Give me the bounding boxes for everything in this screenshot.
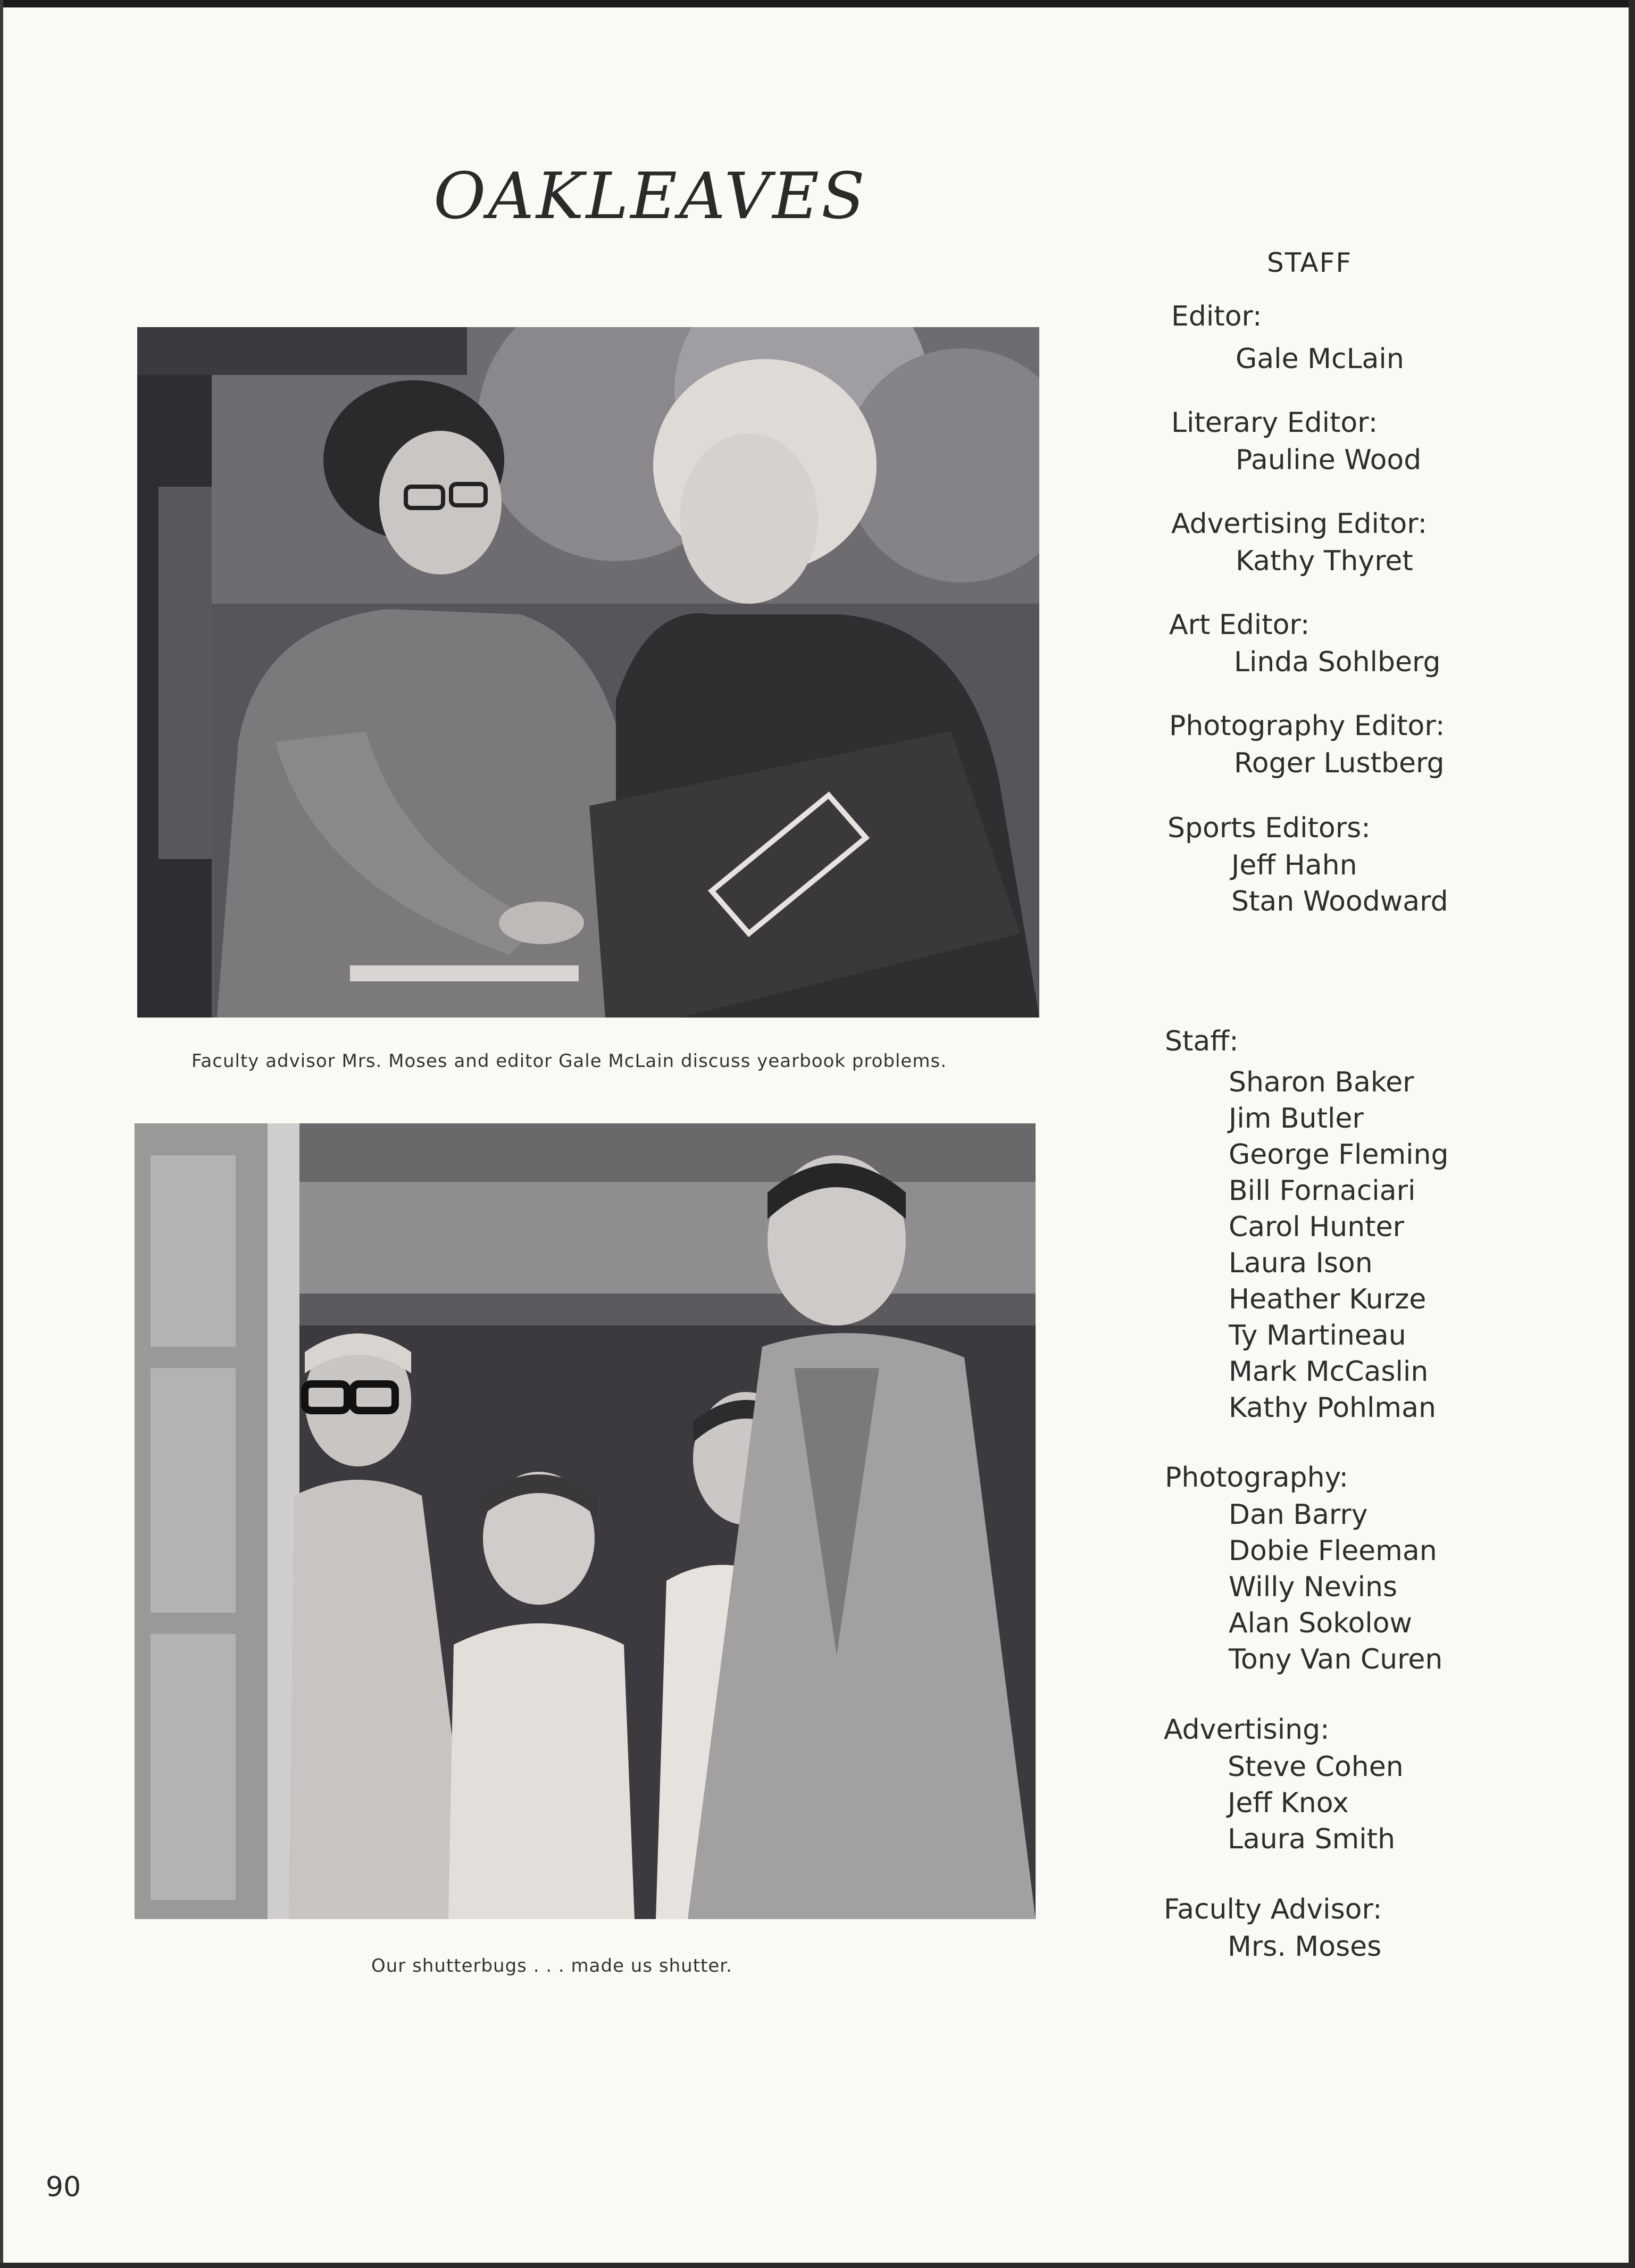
staff-name: Carol Hunter: [1229, 1211, 1404, 1243]
photo-caption: Faculty advisor Mrs. Moses and editor Gale McLain discuss yearbook problems.: [191, 1050, 947, 1072]
staff-role: Literary Editor:: [1171, 407, 1378, 439]
photo-shutterbugs: [135, 1123, 1036, 1919]
staff-name: Steve Cohen: [1228, 1751, 1404, 1783]
staff-name: Gale McLain: [1236, 343, 1404, 375]
staff-name: George Fleming: [1229, 1139, 1449, 1171]
staff-name: Linda Sohlberg: [1234, 646, 1441, 678]
staff-name: Laura Smith: [1228, 1823, 1396, 1855]
staff-role: Editor:: [1171, 301, 1262, 332]
staff-role: Sports Editors:: [1167, 812, 1371, 844]
page-number: 90: [46, 2171, 81, 2203]
staff-name: Sharon Baker: [1229, 1066, 1414, 1098]
page-edge-bottom: [0, 2263, 1635, 2268]
staff-role: Photography:: [1165, 1462, 1349, 1494]
staff-role: Photography Editor:: [1169, 710, 1445, 742]
staff-name: Tony Van Curen: [1229, 1644, 1443, 1675]
page-edge-left: [0, 0, 3, 2268]
staff-role: Art Editor:: [1169, 609, 1310, 641]
staff-name: Mrs. Moses: [1228, 1931, 1382, 1963]
staff-role: Advertising:: [1164, 1714, 1330, 1746]
staff-name: Jim Butler: [1229, 1103, 1364, 1135]
staff-name: Alan Sokolow: [1229, 1607, 1413, 1639]
staff-name: Ty Martineau: [1229, 1320, 1406, 1352]
page-edge-top: [0, 0, 1635, 7]
staff-role: Advertising Editor:: [1171, 508, 1428, 540]
staff-name: Dobie Fleeman: [1229, 1535, 1437, 1567]
staff-name: Kathy Pohlman: [1229, 1392, 1436, 1424]
staff-name: Mark McCaslin: [1229, 1356, 1429, 1388]
photo-advisor-editor: [137, 327, 1039, 1018]
staff-name: Jeff Hahn: [1231, 849, 1357, 881]
staff-name: Willy Nevins: [1229, 1571, 1398, 1603]
staff-name: Heather Kurze: [1229, 1283, 1427, 1315]
staff-heading: STAFF: [1267, 247, 1353, 278]
page-title: OAKLEAVES: [433, 160, 867, 234]
staff-name: Dan Barry: [1229, 1499, 1368, 1531]
staff-name: Stan Woodward: [1231, 886, 1448, 918]
photo-caption: Our shutterbugs . . . made us shutter.: [371, 1955, 732, 1977]
page-edge-right: [1629, 0, 1635, 2268]
staff-name: Bill Fornaciari: [1229, 1175, 1416, 1207]
staff-role: Staff:: [1165, 1025, 1239, 1057]
staff-name: Roger Lustberg: [1234, 747, 1445, 779]
staff-role: Faculty Advisor:: [1164, 1894, 1382, 1925]
staff-name: Laura Ison: [1229, 1247, 1373, 1279]
staff-name: Jeff Knox: [1228, 1787, 1349, 1819]
staff-name: Pauline Wood: [1236, 444, 1422, 476]
staff-name: Kathy Thyret: [1236, 545, 1413, 577]
